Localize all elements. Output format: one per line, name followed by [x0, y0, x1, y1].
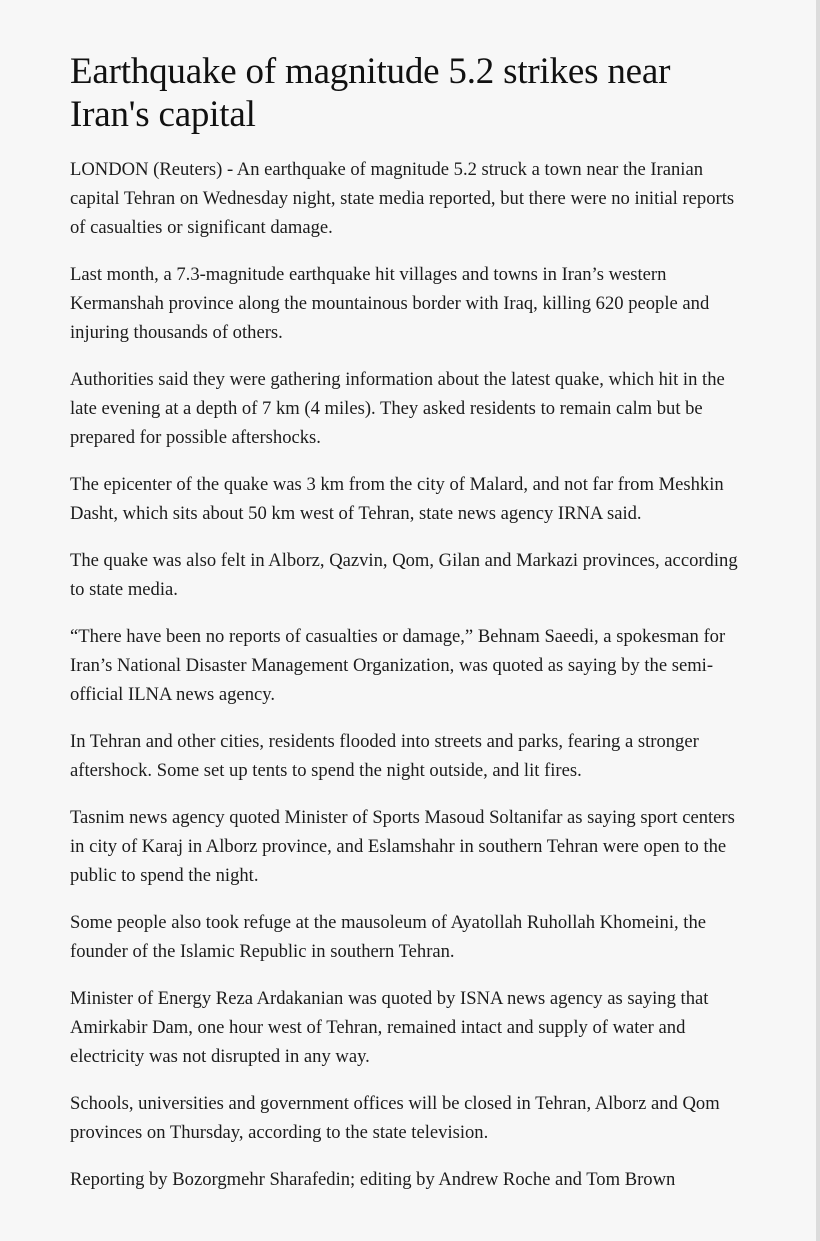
article-paragraph: “There have been no reports of casualties or damage,” Behnam Saeedi, a spokesman for Iran’s National Disaster Management Organization, was quoted as saying by the semi-official ILNA news agency. [70, 626, 726, 705]
article-paragraph: In Tehran and other cities, residents flooded into streets and parks, fearing a stronger aftershock. Some set up tents to spend the night outside, and lit fires. [70, 731, 699, 781]
article-paragraph: Some people also took refuge at the mausoleum of Ayatollah Ruhollah Khomeini, the founder of the Islamic Republic in southern Tehran. [70, 912, 707, 962]
article-paragraph: Schools, universities and government offices will be closed in Tehran, Alborz and Qom provinces on Thursday, according to the state television. [70, 1093, 720, 1143]
article-paragraph: Authorities said they were gathering information about the latest quake, which hit in the late evening at a depth of 7 km (4 miles). They asked residents to remain calm but be prepared for possible aftershocks. [70, 369, 725, 448]
article-paragraph: Last month, a 7.3-magnitude earthquake hit villages and towns in Iran’s western Kermanshah province along the mountainous border with Iraq, killing 620 people and injuring thousands of others. [70, 264, 710, 343]
article-paragraph: Minister of Energy Reza Ardakanian was quoted by ISNA news agency as saying that Amirkabir Dam, one hour west of Tehran, remained intact and supply of water and electricity was not disrupted in any way. [70, 988, 709, 1067]
scrollbar[interactable] [816, 0, 820, 1241]
article-paragraph: The quake was also felt in Alborz, Qazvin, Qom, Gilan and Markazi provinces, according to state media. [70, 550, 738, 600]
article-paragraph: The epicenter of the quake was 3 km from the city of Malard, and not far from Meshkin Dasht, which sits about 50 km west of Tehran, state news agency IRNA said. [70, 474, 724, 524]
article-body [70, 50, 750, 1212]
article-byline: Reporting by Bozorgmehr Sharafedin; editing by Andrew Roche and Tom Brown [70, 1169, 676, 1190]
article-headline: Earthquake of magnitude 5.2 strikes near Iran's capital [70, 51, 671, 135]
article-paragraph: LONDON (Reuters) - An earthquake of magnitude 5.2 struck a town near the Iranian capital Tehran on Wednesday night, state media reported, but there were no initial reports of casualties or significant damage. [70, 159, 735, 238]
article-paragraph: Tasnim news agency quoted Minister of Sports Masoud Soltanifar as saying sport centers in city of Karaj in Alborz province, and Eslamshahr in southern Tehran were open to the public to spend the night. [70, 807, 735, 886]
